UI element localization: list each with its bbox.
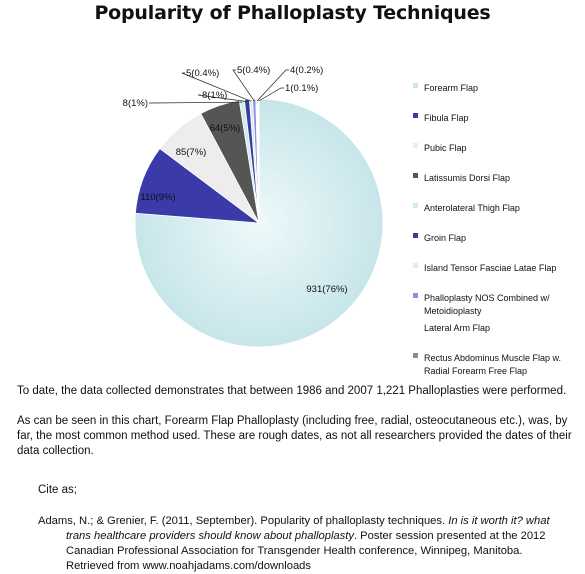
legend-label: Island Tensor Fasciae Latae Flap [424, 263, 557, 273]
data-label-rectus-abdominus-muscle-flap-w-radial-forearm-free-flap: 1(0.1%) [285, 83, 319, 94]
data-label-forearm-flap: 931(76%) [306, 284, 348, 295]
pie-slices [135, 99, 383, 347]
legend-swatch [413, 83, 418, 88]
legend-item-latissumis-dorsi-flap [413, 173, 510, 183]
legend-item-forearm-flap [413, 83, 478, 93]
legend-swatch [413, 323, 418, 328]
leader-line-rectus-abdominus-muscle-flap-w-radial-forearm-free-flap [259, 88, 284, 101]
legend-item-groin-flap [413, 233, 466, 243]
legend-label: Lateral Arm Flap [424, 323, 491, 333]
legend-label: Latissumis Dorsi Flap [424, 173, 511, 183]
legend-item-island-tensor-fasciae-latae-flap [413, 263, 556, 273]
legend-item-lateral-arm-flap [413, 323, 490, 333]
legend-item-fibula-flap [413, 113, 469, 123]
legend-label: Rectus Abdominus Muscle Flap w. Radial Forearm Free Flap [424, 353, 562, 376]
data-label-latissumis-dorsi-flap: 64(5%) [209, 123, 241, 134]
legend-item-phalloplasty-nos-combined-w-metoidioplasty [413, 293, 550, 316]
citation-authors: Adams, N.; & Grenier, F. (2011, September). Popularity of phalloplasty techniques. [38, 515, 449, 527]
legend-label: Anterolateral Thigh Flap [424, 203, 520, 213]
data-label-groin-flap: 8(1%) [202, 90, 228, 101]
citation [38, 514, 573, 574]
data-label-anterolateral-thigh-flap: 8(1%) [122, 98, 148, 109]
legend-swatch [413, 353, 418, 358]
chart-title: Popularity of Phalloplasty Techniques [94, 2, 491, 24]
legend-label: Pubic Flap [424, 143, 467, 153]
description [17, 384, 572, 474]
legend-swatch [413, 293, 418, 298]
data-label-pubic-flap: 85(7%) [175, 147, 207, 158]
cite-label: Cite as; [38, 484, 77, 496]
legend-swatch [413, 143, 418, 148]
legend-label: Groin Flap [424, 233, 467, 243]
legend [413, 83, 561, 376]
data-label-island-tensor-fasciae-latae-flap: 5(0.4%) [186, 68, 220, 79]
data-label-lateral-arm-flap: 4(0.2%) [290, 65, 324, 76]
legend-swatch [413, 173, 418, 178]
legend-swatch [413, 263, 418, 268]
description-paragraph-1: To date, the data collected demonstrates that between 1986 and 2007 1,221 Phalloplasties were performed. [17, 385, 567, 397]
data-label-phalloplasty-nos-combined-w-metoidioplasty: 5(0.4%) [237, 65, 271, 76]
legend-item-pubic-flap [413, 143, 467, 153]
legend-swatch [413, 233, 418, 238]
legend-swatch [413, 203, 418, 208]
description-paragraph-2: As can be seen in this chart, Forearm Flap Phalloplasty (including free, radial, osteocutaneous etc.), was, by far, the most common method used. These are rough dates, as not all researchers provided the dates of their data collection. [17, 415, 572, 457]
legend-swatch [413, 113, 418, 118]
legend-label: Fibula Flap [424, 113, 469, 123]
legend-item-anterolateral-thigh-flap [413, 203, 520, 213]
legend-item-rectus-abdominus-muscle-flap-w-radial-forearm-free-flap [413, 353, 561, 376]
legend-label: Phalloplasty NOS Combined w/ Metoidioplasty [424, 293, 550, 316]
data-label-fibula-flap: 110(9%) [140, 192, 176, 203]
citation-italic-title: In is it worth it? what trans healthcare providers should know about phalloplasty [66, 515, 550, 542]
citation-details: . Poster session presented at the 2012 Canadian Professional Association for Transgender Health conference, Winnipeg, Manitoba. Retrieved from www.noahjadams.com/downloads [66, 530, 546, 572]
legend-label: Forearm Flap [424, 83, 479, 93]
